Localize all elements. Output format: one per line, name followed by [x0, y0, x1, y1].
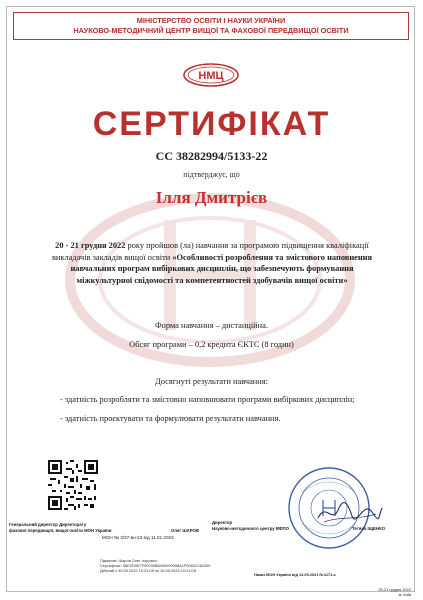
left-title-line1: Генеральний директор Директорату [9, 522, 87, 527]
result-item: - здатність розробляти та змістовно наповнювати програми вибіркових дисциплін; [60, 395, 355, 404]
issue-city: м. Київ [398, 592, 411, 597]
program-volume: Обсяг програми – 0,2 кредита ЄКТС (8 годин) [129, 340, 294, 349]
qr-code [48, 460, 98, 510]
left-title-line2: фахової передвищої, вищої освіти МОН України [9, 528, 112, 533]
issue-date-block [351, 587, 411, 597]
form-of-study: Форма навчання – дистанційна. [155, 321, 268, 330]
right-signatory [212, 520, 412, 532]
course-description [50, 240, 374, 286]
certificate-title: СЕРТИФІКАТ [92, 105, 331, 143]
mon-reference: МОН № 3/37-вн-23 від 11.01.2023 [102, 535, 174, 540]
course-dates: 20 - 21 грудня 2022 [55, 241, 126, 250]
certificate-number: CC 38282994/5133-22 [155, 149, 268, 163]
issue-date: 20-21 грудня 2022 [378, 587, 411, 592]
course-program: «Особливості розроблення та змістового наповнення навчальних програм вибіркових дисциплін, що забезпечують формування міжкультурної свідомості та компетентностей здобувачів вищої освіти» [70, 252, 373, 285]
nmc-logo [182, 62, 240, 88]
recipient-name: Ілля Дмитрієв [155, 188, 268, 207]
order-reference: Наказ МОН України від 13.09.2021 №1171-к [254, 572, 336, 577]
result-item: - здатність проєктувати та формулювати результати навчання. [60, 414, 281, 423]
signature-validity: Дійсний з 30.05.2022 10:21:08 по 30.05.2024 10:21:08 [100, 568, 196, 573]
signed-by: Підписав: Шаров Олег Ігорович [100, 558, 157, 563]
ministry-name: МІНІСТЕРСТВО ОСВІТИ І НАУКИ УКРАЇНИ [136, 16, 286, 25]
signature-certificate: Сертифікат: 58E2D9E7F90030B8400000058A1F00DDC4A300 [100, 563, 211, 568]
right-title-line1: Директор [212, 520, 233, 525]
left-signatory [9, 522, 200, 534]
right-signatory-name: Тетяна ІЩЕНКО [352, 526, 386, 531]
right-title-line2: Науково-методичного центру ВФПО [212, 526, 289, 531]
confirm-text: підтверджує, що [183, 170, 240, 179]
results-title: Досягнуті результати навчання: [155, 377, 268, 386]
logo-text: НМЦ [198, 70, 224, 82]
center-name: НАУКОВО-МЕТОДИЧНИЙ ЦЕНТР ВИЩОЇ ТА ФАХОВОЇ ПЕРЕДВИЩОЇ ОСВІТИ [73, 26, 349, 35]
ministry-header [13, 12, 409, 40]
results-list [60, 394, 372, 424]
left-signatory-name: Олег ШАРОВ [171, 528, 200, 533]
digital-signature-info [100, 558, 260, 573]
course-text: року пройшов (ла) навчання за програмою підвищення кваліфікації викладачів закладів вищої освіти [51, 241, 369, 262]
